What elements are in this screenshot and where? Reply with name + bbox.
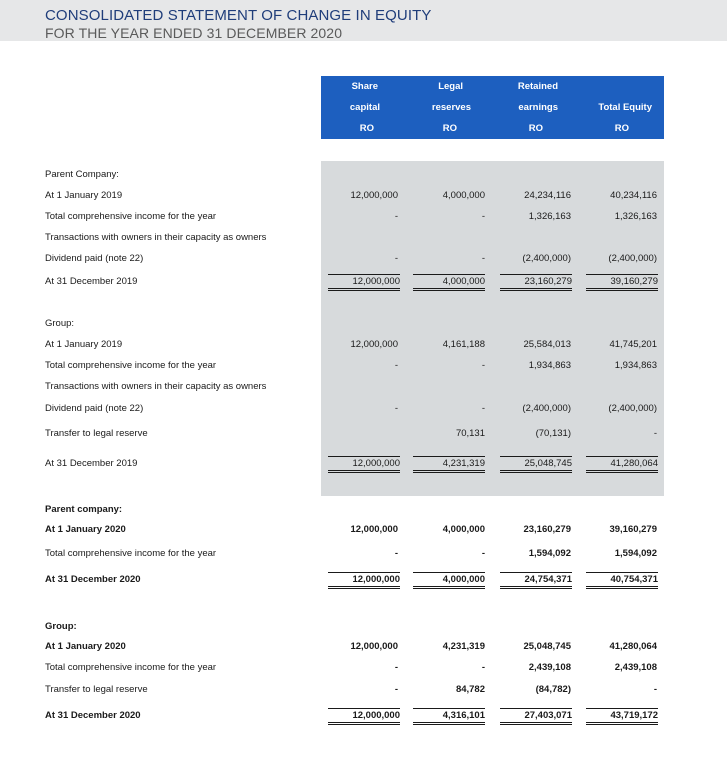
header-retained-earnings: Retained earnings RO — [517, 81, 558, 134]
section-heading-group-2020: Group: — [45, 621, 77, 632]
page-title: CONSOLIDATED STATEMENT OF CHANGE IN EQUITY — [45, 7, 432, 24]
table-row: Transfer to legal reserve - 84,782 (84,782) - — [45, 684, 657, 695]
table-row: Total comprehensive income for the year - - 1,594,092 1,594,092 — [45, 548, 657, 559]
table-row: At 1 January 2020 12,000,000 4,231,319 25,048,745 41,280,064 — [45, 641, 657, 652]
table-row: Total comprehensive income for the year - - 1,326,163 1,326,163 — [45, 211, 657, 222]
total-row: At 31 December 2019 12,000,000 4,000,000 23,160,279 39,160,279 — [0, 276, 727, 292]
section-heading-group-2019: Group: — [45, 318, 75, 329]
header-legal-reserves: Legal reserves RO — [431, 81, 471, 134]
table-row: Transactions with owners in their capacity as owners — [45, 381, 267, 392]
header-total-equity: Total Equity RO — [598, 102, 652, 134]
table-row: At 1 January 2019 12,000,000 4,000,000 24,234,116 40,234,116 — [45, 190, 657, 201]
header-share-capital: Share capital RO — [349, 81, 380, 134]
section-heading-parent-2020: Parent company: — [45, 504, 123, 515]
table-row: Dividend paid (note 22) - - (2,400,000) (2,400,000) — [45, 403, 657, 414]
page-subtitle: FOR THE YEAR ENDED 31 DECEMBER 2020 — [45, 25, 343, 41]
table-row: Dividend paid (note 22) - - (2,400,000) (2,400,000) — [45, 253, 657, 264]
table-row: Total comprehensive income for the year - - 2,439,108 2,439,108 — [45, 662, 657, 673]
table-row: Transfer to legal reserve 70,131 (70,131) - — [45, 428, 657, 439]
total-row: At 31 December 2020 12,000,000 4,000,000 24,754,371 40,754,371 — [0, 574, 727, 590]
table-row: Transactions with owners in their capacity as owners — [45, 232, 267, 243]
total-row: At 31 December 2020 12,000,000 4,316,101 27,403,071 43,719,172 — [0, 710, 727, 726]
table-row: At 1 January 2019 12,000,000 4,161,188 25,584,013 41,745,201 — [45, 339, 657, 350]
section-heading-parent-2019: Parent Company: — [45, 169, 119, 180]
table-row: Total comprehensive income for the year - - 1,934,863 1,934,863 — [45, 360, 657, 371]
table-row: At 1 January 2020 12,000,000 4,000,000 23,160,279 39,160,279 — [45, 524, 657, 535]
total-row: At 31 December 2019 12,000,000 4,231,319 25,048,745 41,280,064 — [0, 458, 727, 474]
